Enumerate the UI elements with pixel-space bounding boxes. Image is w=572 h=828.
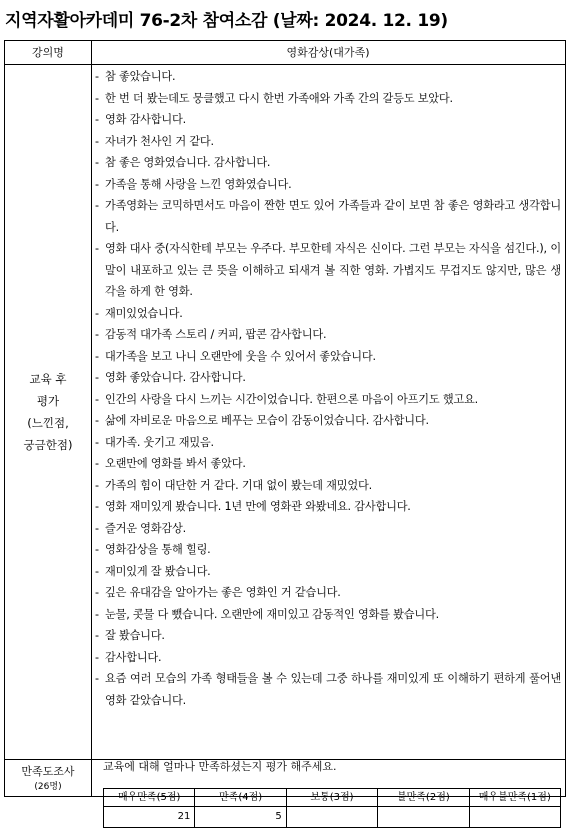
rating-header: 불만족(2점) [378, 789, 469, 807]
feedback-table [4, 40, 566, 822]
comment-item: - 요즘 여러 모습의 가족 형태들을 볼 수 있는데 그중 하나를 재미있게 또 이해하기 편하게 풀어낸 영화 같았습니다. [92, 668, 561, 711]
comment-item: - 자녀가 천사인 거 같다. [92, 131, 561, 153]
comment-item: - 눈물, 콧물 다 뺐습니다. 오랜만에 재미있고 감동적인 영화를 봤습니다. [92, 604, 561, 626]
document-title: 지역자활아카데미 76-2차 참여소감 (날짜: 2024. 12. 19) [5, 11, 448, 31]
comment-item: - 인간의 사랑을 다시 느끼는 시간이었습니다. 한편으론 마음이 아프기도 했고요. [92, 389, 561, 411]
comment-item: - 삶에 자비로운 마음으로 베푸는 모습이 감동이었습니다. 감사합니다. [92, 410, 561, 432]
comment-item: - 참 좋은 영화였습니다. 감사합니다. [92, 152, 561, 174]
comment-list [92, 66, 561, 758]
comment-item: - 깊은 유대감을 알아가는 좋은 영화인 거 같습니다. [92, 582, 561, 604]
rating-header: 만족(4점) [195, 789, 286, 807]
comment-item: - 가족의 힘이 대단한 거 같다. 기대 없이 봤는데 재밌었다. [92, 475, 561, 497]
evaluation-label-line: (느낀점, [27, 416, 69, 430]
rating-count [286, 807, 377, 828]
satisfaction-value-row [104, 807, 561, 828]
rating-count: 21 [104, 807, 195, 828]
respondent-count: (26명) [34, 782, 62, 792]
rating-header: 보통(3점) [286, 789, 377, 807]
comment-item: - 감사합니다. [92, 647, 561, 669]
comment-item: - 잘 봤습니다. [92, 625, 561, 647]
rating-count [378, 807, 469, 828]
satisfaction-label [5, 760, 92, 797]
evaluation-label-line: 평가 [36, 394, 60, 408]
comment-item: - 영화 좋았습니다. 감사합니다. [92, 367, 561, 389]
rating-header: 매우불만족(1점) [469, 789, 560, 807]
comment-item: - 영화 감사합니다. [92, 109, 561, 131]
comment-item: - 대가족을 보고 나니 오랜만에 웃을 수 있어서 좋았습니다. [92, 346, 561, 368]
comment-item: - 한 번 더 봤는데도 뭉클했고 다시 한번 가족애와 가족 간의 갈등도 보았다. [92, 88, 561, 110]
evaluation-label-line: 교육 후 [29, 372, 67, 386]
satisfaction-title: 만족도조사 [21, 765, 75, 778]
comment-item: - 가족영화는 코믹하면서도 마음이 짠한 면도 있어 가족들과 같이 보면 참 좋은 영화라고 생각합니다. [92, 195, 561, 238]
satisfaction-table [103, 788, 561, 828]
rating-header: 매우만족(5점) [104, 789, 195, 807]
rating-count: 5 [195, 807, 286, 828]
satisfaction-prompt: 교육에 대해 얼마나 만족하셨는지 평가 해주세요. [103, 760, 337, 773]
comment-item: - 재미있었습니다. [92, 303, 561, 325]
comment-item: - 즐거운 영화감상. [92, 518, 561, 540]
comment-item: - 오랜만에 영화를 봐서 좋았다. [92, 453, 561, 475]
comment-item: - 영화 재미있게 봤습니다. 1년 만에 영화관 와봤네요. 감사합니다. [92, 496, 561, 518]
lecture-name-label: 강의명 [5, 41, 92, 64]
comment-item: - 참 좋았습니다. [92, 66, 561, 88]
satisfaction-header-row [104, 789, 561, 807]
evaluation-label-line: 궁금한점) [23, 438, 73, 452]
comment-item: - 재미있게 잘 봤습니다. [92, 561, 561, 583]
lecture-name-value: 영화감상(대가족) [286, 46, 370, 59]
rating-count [469, 807, 560, 828]
evaluation-label [5, 65, 92, 759]
comment-item: - 영화감상을 통해 힐링. [92, 539, 561, 561]
comment-item: - 영화 대사 중(자식한테 부모는 우주다. 부모한테 자식은 신이다. 그런 부모는 자식을 섬긴다.), 이 말이 내포하고 있는 큰 뜻을 이해하고 되새겨 볼 직한 영화. 가볍지도 무겁지도 않지만, 많은 생각을 하게 한 영화. [92, 238, 561, 303]
comment-item: - 감동적 대가족 스토리 / 커피, 팝콘 감사합니다. [92, 324, 561, 346]
comment-item: - 대가족. 웃기고 재밌음. [92, 432, 561, 454]
comment-item: - 가족을 통해 사랑을 느낀 영화였습니다. [92, 174, 561, 196]
